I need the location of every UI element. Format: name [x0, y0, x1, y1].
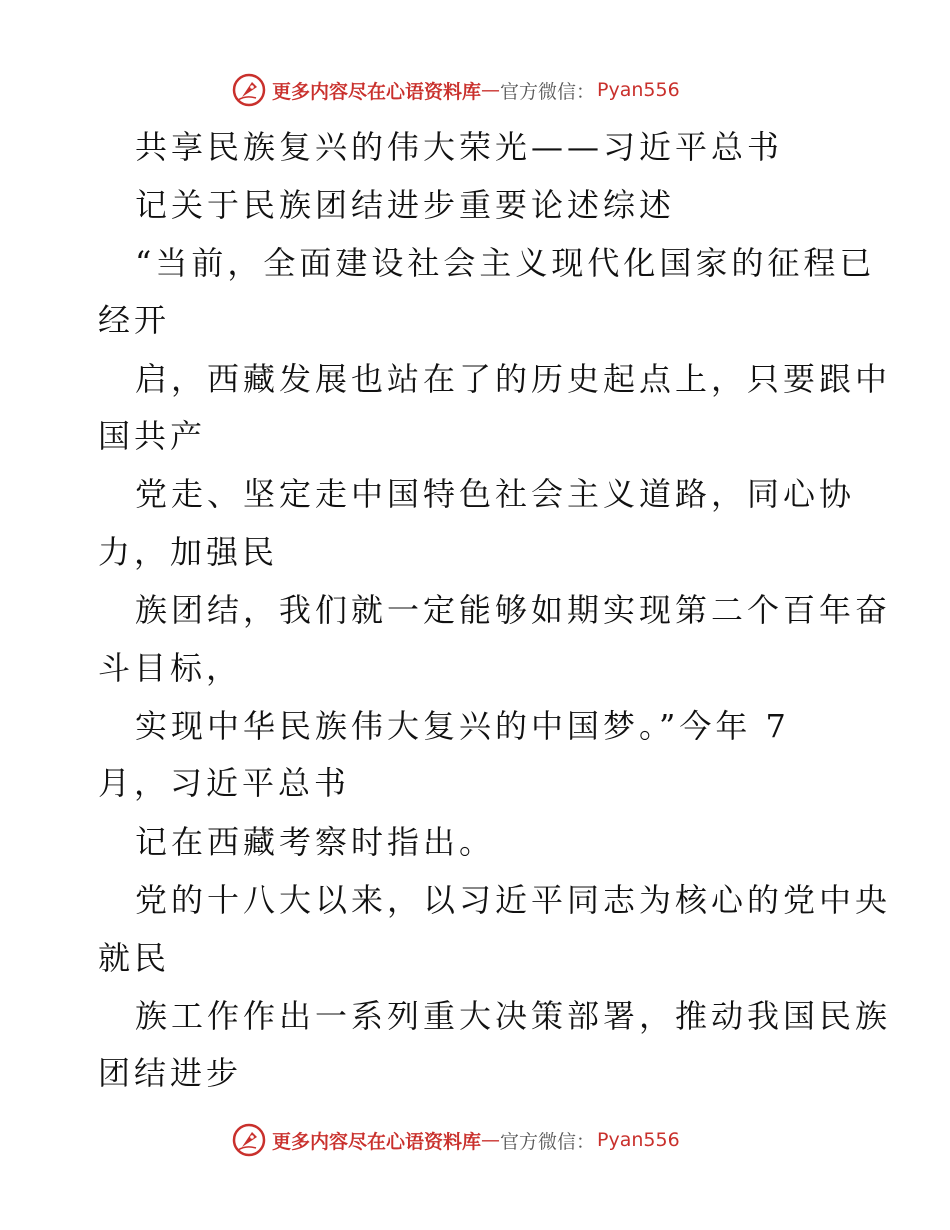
text-line: 斗目标，	[98, 649, 243, 687]
text-line: 国共产	[98, 417, 207, 455]
text-line: 团结进步	[98, 1054, 243, 1092]
pen-nib-icon	[232, 73, 266, 107]
header-watermark	[232, 72, 680, 108]
footer-watermark	[232, 1122, 680, 1158]
text-line: “当前，全面建设社会主义现代化国家的征程已	[135, 244, 876, 282]
text-line: 启，西藏发展也站在了的历史起点上，只要跟中	[135, 360, 892, 398]
text-line: 月，习近平总书	[98, 764, 351, 802]
watermark-id: Pyan556	[597, 79, 680, 101]
text-line: 党的十八大以来，以习近平同志为核心的党中央	[135, 881, 892, 919]
text-line: 经开	[98, 301, 171, 339]
watermark-label: 官方微信：	[500, 1130, 596, 1153]
text-line: 力，加强民	[98, 533, 279, 571]
text-line: 实现中华民族伟大复兴的中国梦。”今年 7	[135, 707, 790, 745]
title-line-2: 记关于民族团结进步重要论述综述	[135, 186, 676, 224]
watermark-site-text: 更多内容尽在心语资料库	[272, 1130, 482, 1153]
watermark-separator: —	[481, 1129, 501, 1151]
watermark-label: 官方微信：	[500, 80, 596, 103]
text-line: 族工作作出一系列重大决策部署，推动我国民族	[135, 997, 892, 1035]
text-line: 就民	[98, 939, 171, 977]
watermark-separator: —	[481, 79, 501, 101]
text-line: 党走、坚定走中国特色社会主义道路，同心协	[135, 475, 856, 513]
title-line-1: 共享民族复兴的伟大荣光——习近平总书	[135, 128, 784, 166]
text-line: 族团结，我们就一定能够如期实现第二个百年奋	[135, 591, 892, 629]
text-line: 记在西藏考察时指出。	[135, 823, 496, 861]
watermark-id: Pyan556	[597, 1129, 680, 1151]
pen-nib-icon	[232, 1123, 266, 1157]
watermark-site-text: 更多内容尽在心语资料库	[272, 80, 482, 103]
